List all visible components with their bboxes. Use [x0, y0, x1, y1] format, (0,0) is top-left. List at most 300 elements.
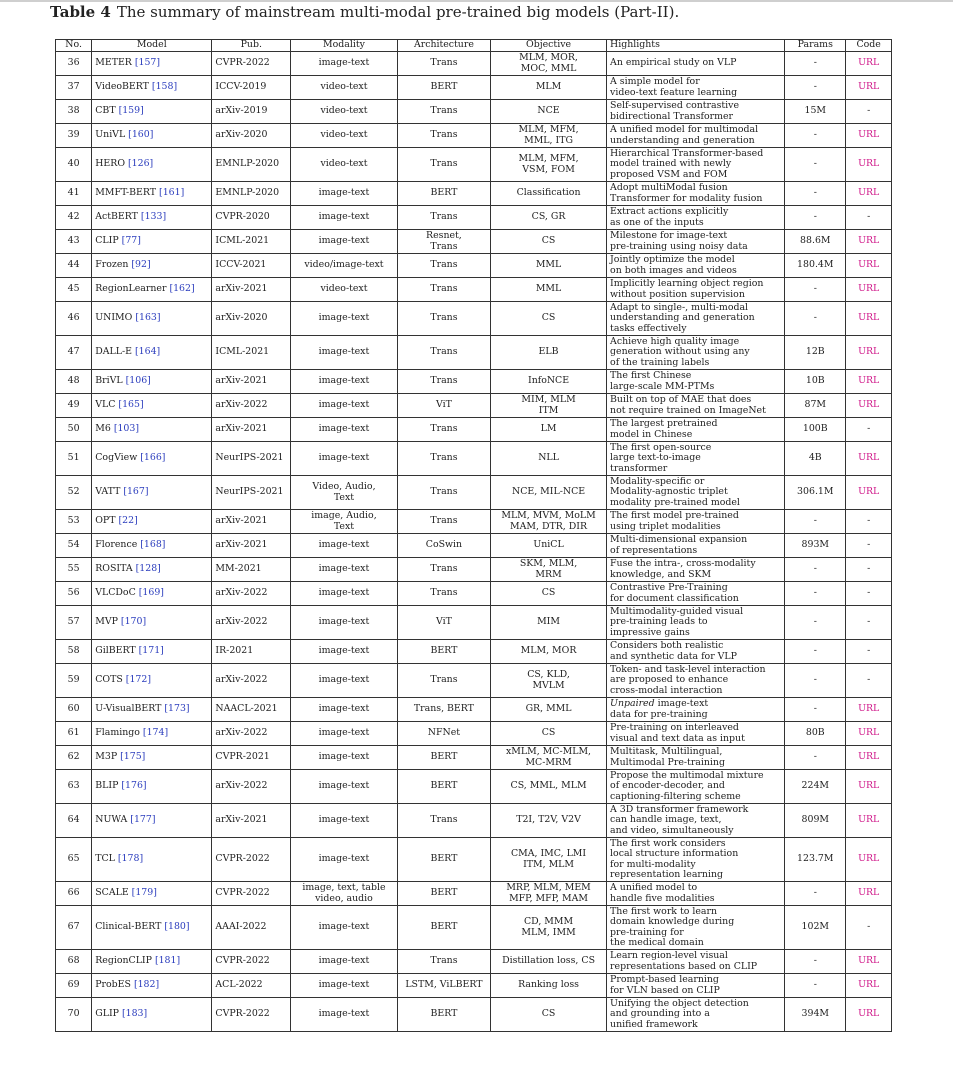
highlights-cell: [607, 558, 785, 582]
highlight-line: local structure information: [610, 848, 739, 860]
citation-link[interactable]: [167]: [123, 486, 149, 498]
params: -: [785, 76, 846, 100]
model-name: UniVL: [95, 129, 126, 141]
code-url-link[interactable]: URL: [846, 882, 892, 906]
objective-line: CS: [541, 312, 556, 324]
citation-link[interactable]: [176]: [121, 780, 147, 792]
highlights-cell: [607, 582, 785, 606]
highlight-line: data for pre-training: [610, 708, 708, 720]
code-url-link[interactable]: URL: [846, 124, 892, 148]
objective-line: NCE, MIL-NCE: [511, 486, 586, 498]
objective-cell: [491, 510, 607, 534]
highlights-cell: [607, 640, 785, 664]
highlight-line: The first work considers: [610, 837, 726, 849]
modality-line: video-text: [320, 105, 368, 117]
architecture-cell: [397, 442, 490, 476]
code-url-link[interactable]: URL: [846, 302, 892, 336]
objective-cell: [491, 974, 607, 998]
modality-line: video, audio: [315, 892, 373, 904]
params: 10B: [785, 370, 846, 394]
modality-cell: [291, 534, 398, 558]
citation-link[interactable]: [92]: [131, 259, 151, 271]
architecture-cell: [397, 998, 490, 1032]
modality-cell: [291, 100, 398, 124]
model-name: HERO: [95, 158, 126, 170]
architecture-line: Trans: [430, 240, 458, 252]
table-row: [56, 124, 892, 148]
model-name-cell: [92, 230, 212, 254]
modality-line: image, text, table: [302, 882, 386, 894]
model-name: Clinical-BERT: [95, 921, 162, 933]
objective-line: CS, MML, MLM: [510, 780, 587, 792]
row-number: 70: [56, 998, 92, 1032]
row-number: 52: [56, 476, 92, 510]
architecture-line: Trans, BERT: [413, 703, 474, 715]
architecture-line: CoSwin: [425, 539, 463, 551]
model-name: CogView: [95, 452, 138, 464]
citation-link[interactable]: [159]: [118, 105, 144, 117]
params: -: [785, 278, 846, 302]
table-row: [56, 76, 892, 100]
citation-link[interactable]: [174]: [142, 727, 169, 739]
architecture-line: BERT: [430, 1008, 458, 1020]
modality-line: image-text: [318, 375, 370, 387]
model-name-cell: [92, 278, 212, 302]
objective-line: MML: [535, 259, 562, 271]
highlight-line: A unified model for multimodal: [610, 124, 759, 136]
architecture-cell: [397, 838, 490, 882]
row-number: 66: [56, 882, 92, 906]
objective-cell: [491, 640, 607, 664]
objective-line: Distillation loss, CS: [502, 955, 595, 967]
highlights-cell: [607, 206, 785, 230]
table-row: [56, 254, 892, 278]
code-url-link[interactable]: URL: [846, 476, 892, 510]
code-url-link[interactable]: URL: [846, 394, 892, 418]
row-number: 64: [56, 804, 92, 838]
objective-cell: [491, 476, 607, 510]
modality-cell: [291, 302, 398, 336]
row-number: 55: [56, 558, 92, 582]
architecture-line: Trans: [430, 283, 458, 295]
objective-cell: [491, 254, 607, 278]
architecture-line: Trans: [430, 814, 458, 826]
code-url-link[interactable]: URL: [846, 838, 892, 882]
code-cell: -: [846, 418, 892, 442]
citation-link[interactable]: [22]: [118, 515, 138, 527]
header-modality: Modality: [291, 40, 398, 52]
citation-link[interactable]: [172]: [125, 674, 151, 686]
model-name: VLCDoC: [95, 587, 136, 599]
modality-cell: [291, 582, 398, 606]
objective-cell: [491, 882, 607, 906]
highlight-line: Implicitly learning object region: [610, 278, 764, 290]
citation-link[interactable]: [181]: [154, 955, 181, 967]
objective-line: VSM, FOM: [522, 163, 575, 175]
params: -: [785, 148, 846, 182]
row-number: 59: [56, 664, 92, 698]
objective-cell: [491, 998, 607, 1032]
modality-cell: [291, 804, 398, 838]
citation-link[interactable]: [128]: [135, 563, 161, 575]
highlights-cell: [607, 442, 785, 476]
objective-cell: [491, 606, 607, 640]
architecture-cell: [397, 278, 490, 302]
params: 100B: [785, 418, 846, 442]
architecture-line: Trans: [430, 563, 458, 575]
highlight-line: for multi-modality: [610, 858, 696, 870]
citation-link[interactable]: [160]: [128, 129, 154, 141]
objective-line: MLM, IMM: [521, 926, 576, 938]
model-name-cell: [92, 418, 212, 442]
highlight-line: and synthetic data for VLP: [610, 650, 737, 662]
params: -: [785, 510, 846, 534]
row-number: 67: [56, 906, 92, 950]
modality-line: image-text: [318, 312, 370, 324]
objective-cell: [491, 442, 607, 476]
header-row: [56, 40, 892, 52]
objective-cell: [491, 206, 607, 230]
code-url-link[interactable]: URL: [846, 370, 892, 394]
modality-cell: [291, 698, 398, 722]
objective-cell: [491, 148, 607, 182]
objective-line: SKM, MLM,: [519, 558, 578, 570]
publication: MM-2021: [212, 558, 291, 582]
citation-link[interactable]: [77]: [121, 235, 141, 247]
code-url-link[interactable]: URL: [846, 998, 892, 1032]
highlights-cell: [607, 882, 785, 906]
model-name-cell: [92, 558, 212, 582]
modality-line: video-text: [320, 81, 368, 93]
architecture-line: Trans: [430, 259, 458, 271]
objective-line: MML, ITG: [524, 134, 573, 146]
highlight-line: Propose the multimodal mixture: [610, 769, 764, 781]
model-name-cell: [92, 882, 212, 906]
modality-cell: [291, 606, 398, 640]
row-number: 56: [56, 582, 92, 606]
params: -: [785, 302, 846, 336]
code-cell: -: [846, 606, 892, 640]
code-cell: -: [846, 510, 892, 534]
code-url-link[interactable]: URL: [846, 182, 892, 206]
highlight-line: on both images and videos: [610, 264, 737, 276]
code-url-link[interactable]: URL: [846, 52, 892, 76]
citation-link[interactable]: [133]: [140, 211, 167, 223]
params: 80B: [785, 722, 846, 746]
modality-cell: [291, 394, 398, 418]
citation-link[interactable]: [177]: [130, 814, 156, 826]
citation-link[interactable]: [179]: [131, 887, 157, 899]
citation-link[interactable]: [164]: [134, 346, 161, 358]
architecture-cell: [397, 746, 490, 770]
row-number: 57: [56, 606, 92, 640]
highlights-cell: [607, 664, 785, 698]
table-row: [56, 442, 892, 476]
objective-line: CS: [541, 1008, 556, 1020]
params: -: [785, 558, 846, 582]
model-name: Frozen: [95, 259, 129, 271]
params: -: [785, 664, 846, 698]
code-url-link[interactable]: URL: [846, 148, 892, 182]
highlight-line: Learn region-level visual: [610, 950, 728, 962]
citation-link[interactable]: [173]: [164, 703, 190, 715]
objective-line: NCE: [537, 105, 560, 117]
model-name: MMFT-BERT: [95, 187, 157, 199]
modality-line: video-text: [320, 283, 368, 295]
highlights-cell: [607, 254, 785, 278]
code-url-link[interactable]: URL: [846, 722, 892, 746]
citation-link[interactable]: [170]: [120, 616, 147, 628]
citation-link[interactable]: [175]: [120, 751, 146, 763]
header-model: Model: [92, 40, 212, 52]
highlight-line: Achieve high quality image: [610, 335, 740, 347]
model-name: ROSITA: [95, 563, 133, 575]
citation-link[interactable]: [180]: [164, 921, 190, 933]
modality-cell: [291, 76, 398, 100]
row-number: 38: [56, 100, 92, 124]
highlight-line: for VLN based on CLIP: [610, 984, 720, 996]
modality-line: Text: [333, 491, 355, 503]
code-url-link[interactable]: URL: [846, 254, 892, 278]
code-url-link[interactable]: URL: [846, 698, 892, 722]
modality-line: image-text: [318, 587, 370, 599]
table-row: [56, 770, 892, 804]
highlights-cell: [607, 124, 785, 148]
highlight-line: without position supervision: [610, 288, 745, 300]
architecture-line: BERT: [430, 853, 458, 865]
highlight-line: proposed VSM and FOM: [610, 168, 728, 180]
row-number: 58: [56, 640, 92, 664]
objective-cell: [491, 804, 607, 838]
params: -: [785, 640, 846, 664]
highlight-line: can handle image, text,: [610, 814, 722, 826]
modality-cell: [291, 510, 398, 534]
header-no: No.: [56, 40, 92, 52]
publication: EMNLP-2020: [212, 148, 291, 182]
publication: AAAI-2022: [212, 906, 291, 950]
objective-line: NLL: [538, 452, 559, 464]
code-url-link[interactable]: URL: [846, 442, 892, 476]
publication: ICML-2021: [212, 336, 291, 370]
highlights-cell: [607, 698, 785, 722]
highlights-cell: [607, 230, 785, 254]
objective-line: MLM: [535, 81, 562, 93]
modality-cell: [291, 52, 398, 76]
citation-link[interactable]: [168]: [140, 539, 166, 551]
highlight-line: representation learning: [610, 868, 723, 880]
publication: CVPR-2022: [212, 838, 291, 882]
modality-line: image-text: [318, 727, 370, 739]
objective-cell: [491, 336, 607, 370]
model-name: M6: [95, 423, 111, 435]
highlight-line: A unified model to: [610, 882, 698, 894]
highlight-line: model trained with newly: [610, 158, 732, 170]
citation-link[interactable]: [169]: [138, 587, 164, 599]
params: 88.6M: [785, 230, 846, 254]
model-name-cell: [92, 640, 212, 664]
architecture-cell: [397, 950, 490, 974]
code-url-link[interactable]: URL: [846, 770, 892, 804]
publication: ACL-2022: [212, 974, 291, 998]
architecture-line: LSTM, ViLBERT: [405, 979, 483, 991]
modality-cell: [291, 640, 398, 664]
row-number: 68: [56, 950, 92, 974]
highlights-cell: [607, 302, 785, 336]
highlight-line: representations based on CLIP: [610, 960, 758, 972]
objective-cell: [491, 394, 607, 418]
code-url-link[interactable]: URL: [846, 230, 892, 254]
architecture-line: Trans: [430, 674, 458, 686]
params: -: [785, 698, 846, 722]
model-name: SCALE: [95, 887, 129, 899]
objective-line: MFP, MFP, MAM: [509, 892, 588, 904]
modality-line: image-text: [318, 57, 370, 69]
code-url-link[interactable]: URL: [846, 974, 892, 998]
table-row: [56, 206, 892, 230]
objective-line: Ranking loss: [518, 979, 579, 991]
architecture-line: Resnet,: [426, 230, 462, 242]
code-url-link[interactable]: URL: [846, 746, 892, 770]
citation-link[interactable]: [106]: [125, 375, 151, 387]
highlights-cell: [607, 278, 785, 302]
table-row: [56, 534, 892, 558]
table-row: [56, 698, 892, 722]
architecture-line: BERT: [430, 887, 458, 899]
highlights-cell: [607, 418, 785, 442]
header-params: Params: [785, 40, 846, 52]
model-name-cell: [92, 370, 212, 394]
objective-line: CS: [541, 235, 556, 247]
objective-line: ITM: [538, 404, 559, 416]
params: 809M: [785, 804, 846, 838]
objective-cell: [491, 770, 607, 804]
code-url-link[interactable]: URL: [846, 76, 892, 100]
modality-cell: [291, 664, 398, 698]
summary-table: [55, 39, 892, 1032]
citation-link[interactable]: [157]: [134, 57, 161, 69]
highlight-line: Extract actions explicitly: [610, 206, 729, 218]
citation-link[interactable]: [158]: [151, 81, 178, 93]
citation-link[interactable]: [171]: [138, 645, 164, 657]
code-url-link[interactable]: URL: [846, 336, 892, 370]
highlight-line: The first work to learn: [610, 905, 718, 917]
params: 224M: [785, 770, 846, 804]
citation-link[interactable]: [183]: [121, 1008, 148, 1020]
highlight-line: are proposed to enhance: [610, 674, 729, 686]
row-number: 65: [56, 838, 92, 882]
code-url-link[interactable]: URL: [846, 278, 892, 302]
code-url-link[interactable]: URL: [846, 804, 892, 838]
publication: arXiv-2019: [212, 100, 291, 124]
table-row: [56, 974, 892, 998]
modality-cell: [291, 998, 398, 1032]
publication: CVPR-2022: [212, 950, 291, 974]
highlights-cell: [607, 52, 785, 76]
citation-link[interactable]: [103]: [113, 423, 140, 435]
architecture-cell: [397, 52, 490, 76]
highlight-line: generation without using any: [610, 346, 750, 358]
highlight-line: Unifying the object detection: [610, 997, 749, 1009]
objective-line: CS, KLD,: [527, 669, 570, 681]
architecture-line: BERT: [430, 187, 458, 199]
code-cell: -: [846, 206, 892, 230]
modality-cell: [291, 124, 398, 148]
table-row: [56, 510, 892, 534]
model-name: GilBERT: [95, 645, 136, 657]
model-name-cell: [92, 664, 212, 698]
params: -: [785, 182, 846, 206]
citation-link[interactable]: [166]: [140, 452, 166, 464]
modality-cell: [291, 476, 398, 510]
objective-line: CD, MMM: [523, 916, 574, 928]
params: 893M: [785, 534, 846, 558]
highlight-line: the medical domain: [610, 936, 704, 948]
modality-line: image-text: [318, 780, 370, 792]
highlights-cell: [607, 838, 785, 882]
highlight-line: Pre-training on interleaved: [610, 722, 739, 734]
params: 4B: [785, 442, 846, 476]
modality-cell: [291, 418, 398, 442]
publication: arXiv-2022: [212, 770, 291, 804]
publication: NeurIPS-2021: [212, 476, 291, 510]
highlight-line: cross-modal interaction: [610, 684, 723, 696]
citation-link[interactable]: [178]: [117, 853, 144, 865]
row-number: 46: [56, 302, 92, 336]
highlight-line: A simple model for: [610, 76, 700, 88]
architecture-line: Trans: [430, 423, 458, 435]
citation-link[interactable]: [126]: [128, 158, 154, 170]
highlight-line: Multimodal Pre-training: [610, 756, 725, 768]
architecture-cell: [397, 804, 490, 838]
publication: arXiv-2022: [212, 582, 291, 606]
highlight-line: Transformer for modality fusion: [610, 192, 763, 204]
model-name: TCL: [95, 853, 115, 865]
highlights-cell: [607, 906, 785, 950]
params: -: [785, 882, 846, 906]
modality-cell: [291, 370, 398, 394]
header-highlights: Highlights: [607, 40, 785, 52]
params: 102M: [785, 906, 846, 950]
model-name: MVP: [95, 616, 118, 628]
publication: arXiv-2021: [212, 418, 291, 442]
modality-line: image-text: [318, 346, 370, 358]
citation-link[interactable]: [161]: [159, 187, 185, 199]
highlights-cell: [607, 182, 785, 206]
model-name-cell: [92, 254, 212, 278]
model-name-cell: [92, 124, 212, 148]
objective-cell: [491, 418, 607, 442]
citation-link[interactable]: [165]: [118, 399, 144, 411]
citation-link[interactable]: [163]: [135, 312, 161, 324]
architecture-cell: [397, 582, 490, 606]
architecture-line: BERT: [430, 921, 458, 933]
table-row: [56, 476, 892, 510]
publication: ICCV-2019: [212, 76, 291, 100]
table-caption: [50, 3, 679, 21]
citation-link[interactable]: [182]: [133, 979, 160, 991]
model-name-cell: [92, 606, 212, 640]
params: 394M: [785, 998, 846, 1032]
citation-link[interactable]: [162]: [169, 283, 195, 295]
highlight-line: Modality-specific or: [610, 475, 705, 487]
architecture-cell: [397, 722, 490, 746]
params: -: [785, 582, 846, 606]
code-url-link[interactable]: URL: [846, 950, 892, 974]
model-name-cell: [92, 476, 212, 510]
model-name: U-VisualBERT: [95, 703, 162, 715]
table-row: [56, 640, 892, 664]
modality-cell: [291, 254, 398, 278]
